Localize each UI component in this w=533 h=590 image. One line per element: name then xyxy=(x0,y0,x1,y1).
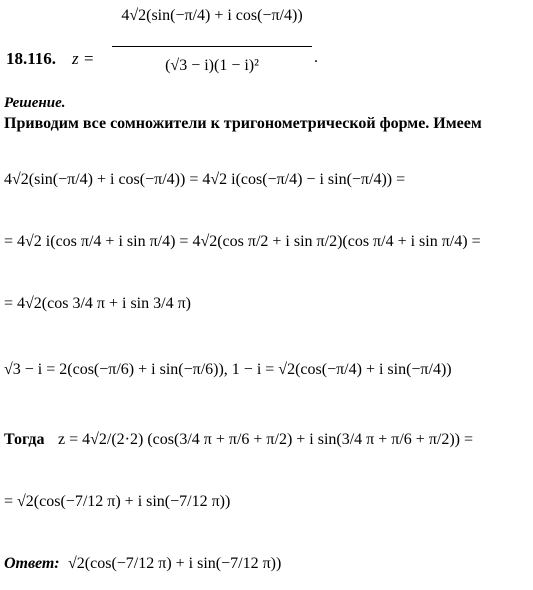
problem-fraction-bar xyxy=(112,46,312,47)
equation-line-6: = √2(cos(−7/12 π) + i sin(−7/12 π)) xyxy=(4,493,231,510)
equation-line-2: = 4√2 i(cos π/4 + i sin π/4) = 4√2(cos π/2 + i sin π/2)(cos π/4 + i sin π/4) = xyxy=(4,233,481,250)
solution-heading: Решение. xyxy=(4,95,66,111)
equation-line-3: = 4√2(cos 3/4 π + i sin 3/4 π) xyxy=(4,295,191,312)
problem-numerator: 4√2(sin(−π/4) + i cos(−π/4)) xyxy=(121,7,303,24)
problem-z-label: z = xyxy=(72,49,95,68)
answer-value: √2(cos(−7/12 π) + i sin(−7/12 π)) xyxy=(68,555,282,572)
equation-line-1: 4√2(sin(−π/4) + i cos(−π/4)) = 4√2 i(cos(−π/4) − i sin(−π/4)) = xyxy=(4,171,406,188)
problem-period: . xyxy=(314,49,318,66)
equation-line-4: √3 − i = 2(cos(−π/6) + i sin(−π/6)), 1 − i = √2(cos(−π/4) + i sin(−π/4)) xyxy=(4,361,452,378)
intro-text: Приводим все сомножители к тригонометрической форме. Имеем xyxy=(4,115,482,132)
then-word: Тогда xyxy=(4,431,45,448)
problem-denominator: (√3 − i)(1 − i)² xyxy=(165,57,259,74)
problem-number: 18.116. xyxy=(6,49,57,68)
equation-line-5: z = 4√2/(2·2) (cos(3/4 π + π/6 + π/2) + i sin(3/4 π + π/6 + π/2)) = xyxy=(58,431,474,448)
answer-label: Ответ: xyxy=(4,555,60,572)
